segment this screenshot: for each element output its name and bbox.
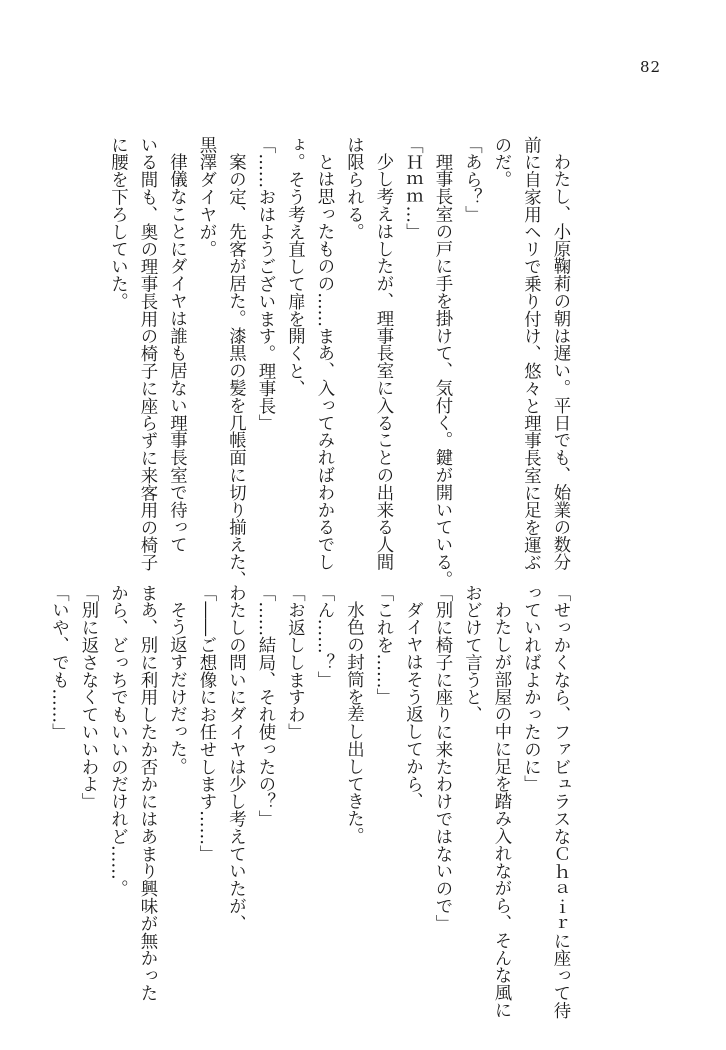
text-line: まあ、別に利用したか否かにはあまり興味が無かった [137,584,157,1002]
text-line: おどけて言うと、 [461,584,482,724]
text-line: 「別に返さなくていいわよ」 [78,584,98,811]
text-line: 「お返ししますわ」 [284,584,305,741]
text-line: 「……結局、それ使ったの？」 [255,584,275,828]
text-line: ょ。そう考え直して扉を開くと、 [284,136,305,397]
text-line: っていればよかったのに」 [520,584,541,793]
text-line: 案の定、先客が居た。漆黒の髪を几帳面に切り揃えた、 [225,153,246,589]
text-line: は限られる。 [343,136,364,241]
text-line: そう返すだけだった。 [166,601,187,776]
text-line: 前に自家用ヘリで乗り付け、悠々と理事長室に足を運ぶ [520,136,541,571]
text-line: に腰を下ろしていた。 [107,136,128,310]
text-line: のだ。 [491,136,511,189]
text-line: 「あら？」 [461,136,482,223]
text-line: わたしの問いにダイヤは少し考えていたが、 [225,584,246,932]
text-line: 「ん……？」 [314,584,334,689]
text-line: 「――ご想像にお任せします……」 [196,584,216,863]
text-line: わたしが部屋の中に足を踏み入れながら、そんな風に [491,601,511,1019]
text-line: 理事長室の戸に手を掛けて、気付く。鍵が開いている。 [432,153,452,589]
text-line: から、どっちでもいいのだけれど……。 [107,584,128,898]
text-line: 「……おはようございます。理事長」 [255,136,275,432]
text-line: 「せっかくなら、ファビュラスなＣｈａｉｒに座って待 [550,584,570,1019]
text-line: 「いや、でも……」 [48,584,69,741]
text-line: いる間も、奥の理事長用の椅子に座らずに来客用の椅子 [137,136,157,571]
page-number: 82 [640,58,662,76]
text-line: 律儀なことにダイヤは誰も居ない理事長室で待って [166,153,187,554]
upper-text-block [102,136,574,589]
text-line: 「別に椅子に座りに来たわけではないので」 [432,584,452,932]
lower-text-block [43,584,574,1019]
text-line: 「これを……」 [373,584,393,706]
text-line: とは思ったものの……まあ、入ってみればわかるでし [314,153,334,571]
text-line: ダイヤはそう返してから、 [402,601,423,811]
text-line: 少し考えはしたが、理事長室に入ることの出来る人間 [373,153,393,571]
text-line: 「Ｈｍｍ…」 [402,136,423,241]
text-line: わたし、小原鞠莉の朝は遅い。平日でも、始業の数分 [550,153,570,571]
text-line: 黒澤ダイヤが。 [196,136,216,258]
text-line: 水色の封筒を差し出してきた。 [343,601,364,845]
